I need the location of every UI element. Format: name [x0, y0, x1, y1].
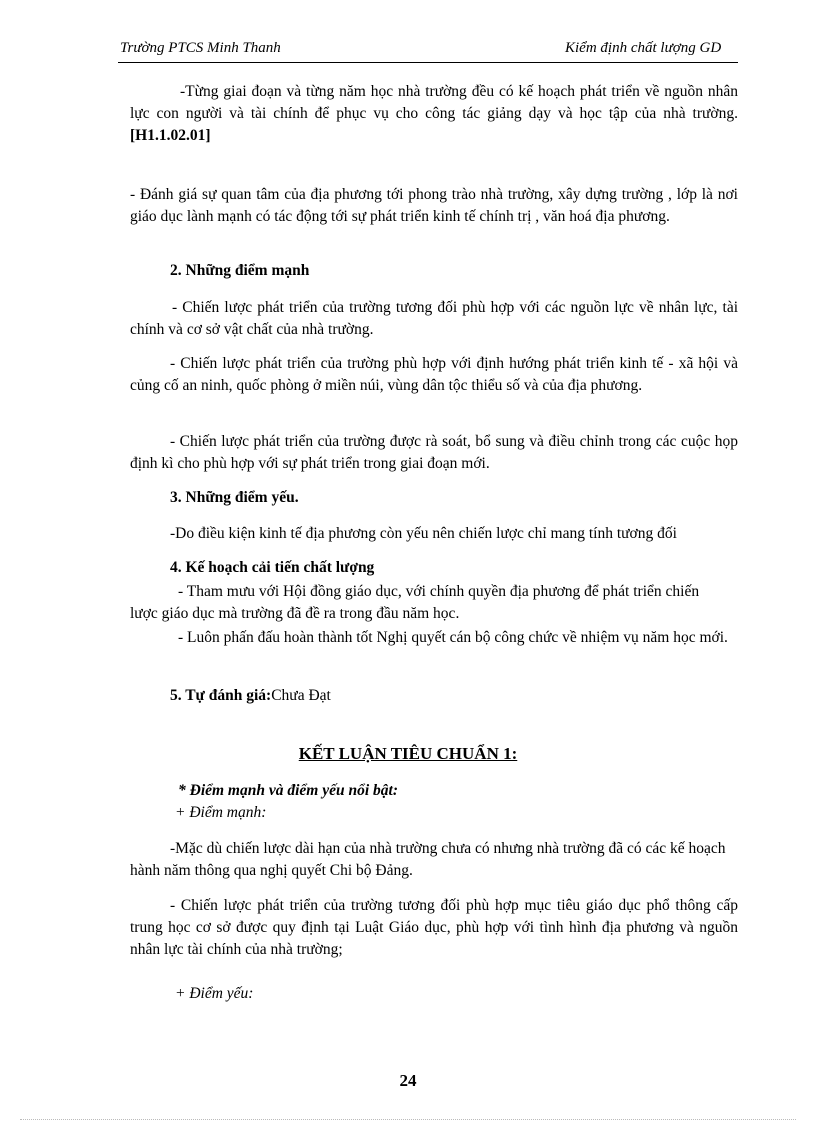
header-divider — [118, 62, 738, 63]
header-document-title: Kiểm định chất lượng GD — [565, 40, 722, 56]
self-assessment-label: 5. Tự đánh giá: — [170, 687, 272, 704]
weaknesses-label: + Điểm yếu: — [175, 985, 254, 1002]
section-title-strengths: 2. Những điểm mạnh — [170, 262, 310, 279]
section-title-weaknesses: 3. Những điểm yếu. — [170, 489, 299, 506]
strengths-label: + Điểm mạnh: — [175, 804, 267, 821]
self-assessment-value: Chưa Đạt — [271, 687, 331, 704]
page-number: 24 — [399, 1071, 417, 1090]
paragraph-text: -Từng giai đoạn và từng năm học nhà trường đều có kế hoạch phát triển về nguồn nhân lực con người và tài chính để phục vụ cho công tác giảng dạy và học tập của nhà trường. — [130, 83, 738, 122]
plan-item-2: - Luôn phấn đấu hoàn thành tốt Nghị quyết cán bộ công chức về nhiệm vụ năm học mới. — [178, 629, 728, 646]
conclusion-title: KẾT LUẬN TIÊU CHUẨN 1: — [298, 744, 518, 763]
strength-item-1: - Chiến lược phát triển của trường tương đối phù hợp với các nguồn lực về nhân lực, tài chính và cơ sở vật chất của nhà trường. — [130, 299, 738, 338]
strength-item-3: - Chiến lược phát triển của trường được rà soát, bổ sung và điều chỉnh trong các cuộc họp định kì cho phù hợp với sự phát triển trong giai đoạn mới. — [130, 433, 738, 472]
conclusion-strength-2: - Chiến lược phát triển của trường tương đối phù hợp mục tiêu giáo dục phổ thông cấp trung học cơ sở được quy định tại Luật Giáo dục, phù hợp với tình hình địa phương và nguồn nhân lực tài chính của nhà trường; — [130, 897, 738, 958]
plan-item-1: - Tham mưu với Hội đồng giáo dục, với chính quyền địa phương để phát triển chiến lược giáo dục mà trường đã đề ra trong đầu năm học. — [130, 583, 700, 622]
header-school-name: Trường PTCS Minh Thanh — [120, 40, 281, 56]
page-bottom-divider — [20, 1119, 796, 1120]
evidence-reference: [H1.1.02.01] — [130, 127, 211, 144]
conclusion-subtitle: * Điểm mạnh và điểm yếu nổi bật: — [178, 782, 399, 799]
paragraph-human-resources — [130, 81, 738, 147]
conclusion-strength-1: -Mặc dù chiến lược dài hạn của nhà trường chưa có nhưng nhà trường đã có các kế hoạch hành năm thông qua nghị quyết Chi bộ Đảng. — [130, 840, 726, 879]
strength-item-2: - Chiến lược phát triển của trường phù hợp với định hướng phát triển kinh tế - xã hội và củng cố an ninh, quốc phòng ở miền núi, vùng dân tộc thiểu số và của địa phương. — [130, 355, 738, 394]
weakness-item: -Do điều kiện kinh tế địa phương còn yếu nên chiến lược chỉ mang tính tương đối — [170, 525, 677, 542]
self-assessment-line — [170, 687, 331, 705]
section-title-improvement-plan: 4. Kế hoạch cải tiến chất lượng — [170, 559, 375, 576]
paragraph-local-assessment: - Đánh giá sự quan tâm của địa phương tới phong trào nhà trường, xây dựng trường , lớp là nơi giáo dục lành mạnh có tác động tới sự phát triển kinh tế chính trị , văn hoá địa phương. — [130, 186, 738, 225]
